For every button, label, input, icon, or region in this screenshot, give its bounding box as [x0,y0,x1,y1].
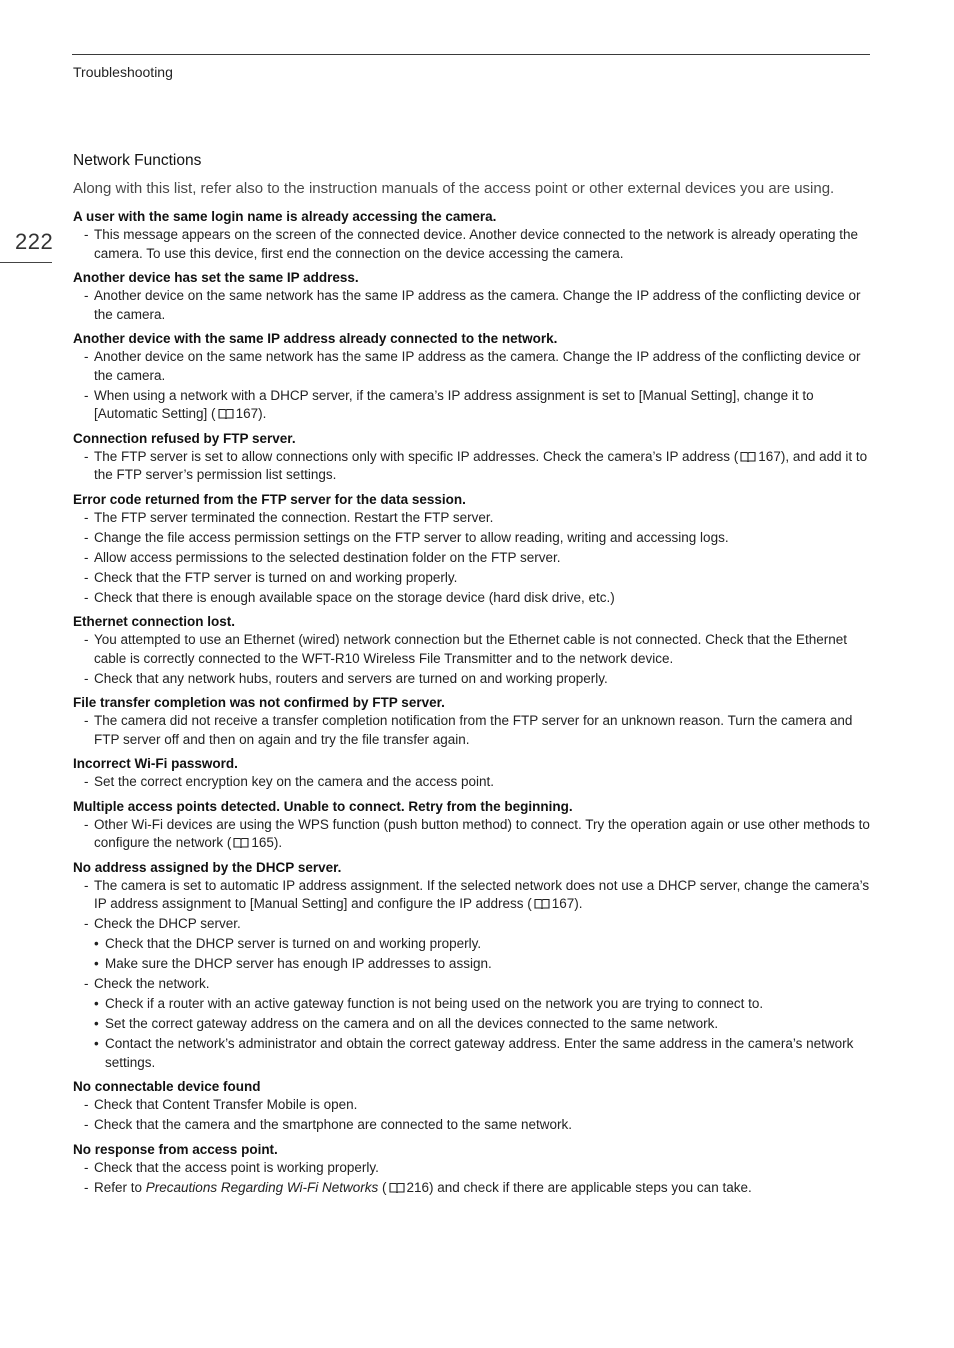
item-text: ). [273,835,283,850]
item-text: ( [378,1179,387,1195]
solution-item: - Check the network. [73,975,873,994]
solution-item: - Check that there is enough available space on the storage device (hard disk drive, etc.) [73,589,873,608]
solution-item: - Set the correct encryption key on the camera and the access point. [73,773,873,792]
page-reference: 167 [758,448,781,464]
content [73,152,873,1202]
entry-title: No response from access point. [73,1141,278,1157]
intro-text: Along with this list, refer also to the instruction manuals of the access point or other external devices you are using. [73,180,835,197]
item-text: ). [258,406,267,421]
solution-item [73,448,873,485]
entry-title: No address assigned by the DHCP server. [73,859,342,875]
section-heading: Network Functions [73,152,202,169]
item-text: Refer to [94,1179,146,1195]
book-reference-icon [233,837,249,849]
solution-subitem: • Check if a router with an active gateway function is not being used on the network you are trying to connect to. [73,995,873,1014]
solution-item: - You attempted to use an Ethernet (wired) network connection but the Ethernet cable is not connected. Check that the Ethernet cable is correctly connected to the WFT-R10 Wireless File Transmitter and to the network device. [73,631,873,668]
solution-item: - Change the file access permission settings on the FTP server to allow reading, writing and accessing logs. [73,529,873,548]
page-number: 222 [15,229,54,254]
entry-title: A user with the same login name is already accessing the camera. [73,209,497,224]
page-number-rule [0,262,52,263]
troubleshooting-entry [73,1140,873,1198]
solution-item [73,877,873,914]
entry-title: Error code returned from the FTP server for the data session. [73,491,466,507]
entry-title: Incorrect Wi-Fi password. [73,756,238,771]
item-text: The camera is set to automatic IP address assignment. If the selected network does not use a DHCP server, change the camera’s IP address assignment to [Manual Setting] and configure the IP address ( [94,877,870,911]
book-reference-icon [740,451,756,463]
solution-item: - The camera did not receive a transfer completion notification from the FTP server for an unknown reason. Turn the camera and FTP server off and then on again and try the file transfer again. [73,712,873,749]
page-reference: 165 [251,835,274,850]
troubleshooting-entry [73,858,873,1073]
solution-item [73,1179,873,1198]
item-text: When using a network with a DHCP server, if the camera’s IP address assignment is set to [Manual Setting], change it to [Automatic Setting] ( [94,387,814,421]
page-reference: 167 [551,896,575,911]
troubleshooting-entry [73,693,873,749]
troubleshooting-entry [73,754,873,792]
solution-item: - Check that the FTP server is turned on and working properly. [73,569,873,588]
troubleshooting-entry [73,797,873,853]
solution-item: - Check the DHCP server. [73,915,873,934]
troubleshooting-entry [73,429,873,485]
solution-subitem: • Check that the DHCP server is turned on and working properly. [73,935,873,954]
solution-item: - The FTP server terminated the connection. Restart the FTP server. [73,509,873,528]
page-reference: 167 [235,406,259,421]
book-reference-icon [389,1182,405,1194]
troubleshooting-list [73,207,873,1197]
solution-item [73,387,873,424]
entry-title: Multiple access points detected. Unable to connect. Retry from the beginning. [73,798,573,814]
page-reference: 216 [406,1179,430,1195]
section-label: Troubleshooting [73,64,173,80]
solution-item: - Check that the camera and the smartphone are connected to the same network. [73,1116,873,1135]
item-text: The FTP server is set to allow connections only with specific IP addresses. Check the camera’s IP address ( [94,448,739,464]
troubleshooting-entry [73,612,873,688]
reference-title: Precautions Regarding Wi-Fi Networks [145,1179,379,1195]
header-rule [72,54,870,55]
troubleshooting-entry [73,207,873,263]
entry-title: Another device has set the same IP address. [73,270,359,285]
troubleshooting-entry [73,268,873,324]
solution-item: - Another device on the same network has the same IP address as the camera. Change the IP address of the conflicting device or the camera. [73,348,873,385]
solution-item: - Check that Content Transfer Mobile is open. [73,1096,873,1115]
troubleshooting-entry [73,490,873,608]
book-reference-icon [218,408,234,420]
solution-item: - Allow access permissions to the selected destination folder on the FTP server. [73,549,873,568]
solution-subitem: • Set the correct gateway address on the camera and on all the devices connected to the same network. [73,1015,873,1034]
troubleshooting-entry [73,329,873,424]
item-text: Other Wi-Fi devices are using the WPS function (push button method) to connect. Try the operation again or use other methods to configure the network ( [94,816,870,850]
solution-item [73,816,873,853]
item-text: ) and check if there are applicable steps you can take. [429,1179,752,1195]
entry-title: No connectable device found [73,1079,261,1094]
entry-title: Another device with the same IP address already connected to the network. [73,331,558,346]
entry-title: File transfer completion was not confirmed by FTP server. [73,695,445,710]
book-reference-icon [534,898,550,910]
solution-item: - This message appears on the screen of the connected device. Another device connected to the network is already operating the camera. To use this device, first end the connection on the device accessing the camera. [73,226,873,263]
solution-item: - Another device on the same network has the same IP address as the camera. Change the IP address of the conflicting device or the camera. [73,287,873,324]
entry-title: Ethernet connection lost. [73,614,236,629]
entry-title: Connection refused by FTP server. [73,430,296,446]
item-text: ), and add it to the FTP server’s permission list settings. [94,448,868,482]
solution-subitem: • Make sure the DHCP server has enough IP addresses to assign. [73,955,873,974]
solution-item: - Check that the access point is working properly. [73,1159,873,1178]
solution-item: - Check that any network hubs, routers and servers are turned on and working properly. [73,670,873,689]
solution-subitem: • Contact the network’s administrator and obtain the correct gateway address. Enter the same address in the camera’s network settings. [73,1035,873,1072]
item-text: ). [574,896,583,911]
troubleshooting-entry [73,1077,873,1135]
